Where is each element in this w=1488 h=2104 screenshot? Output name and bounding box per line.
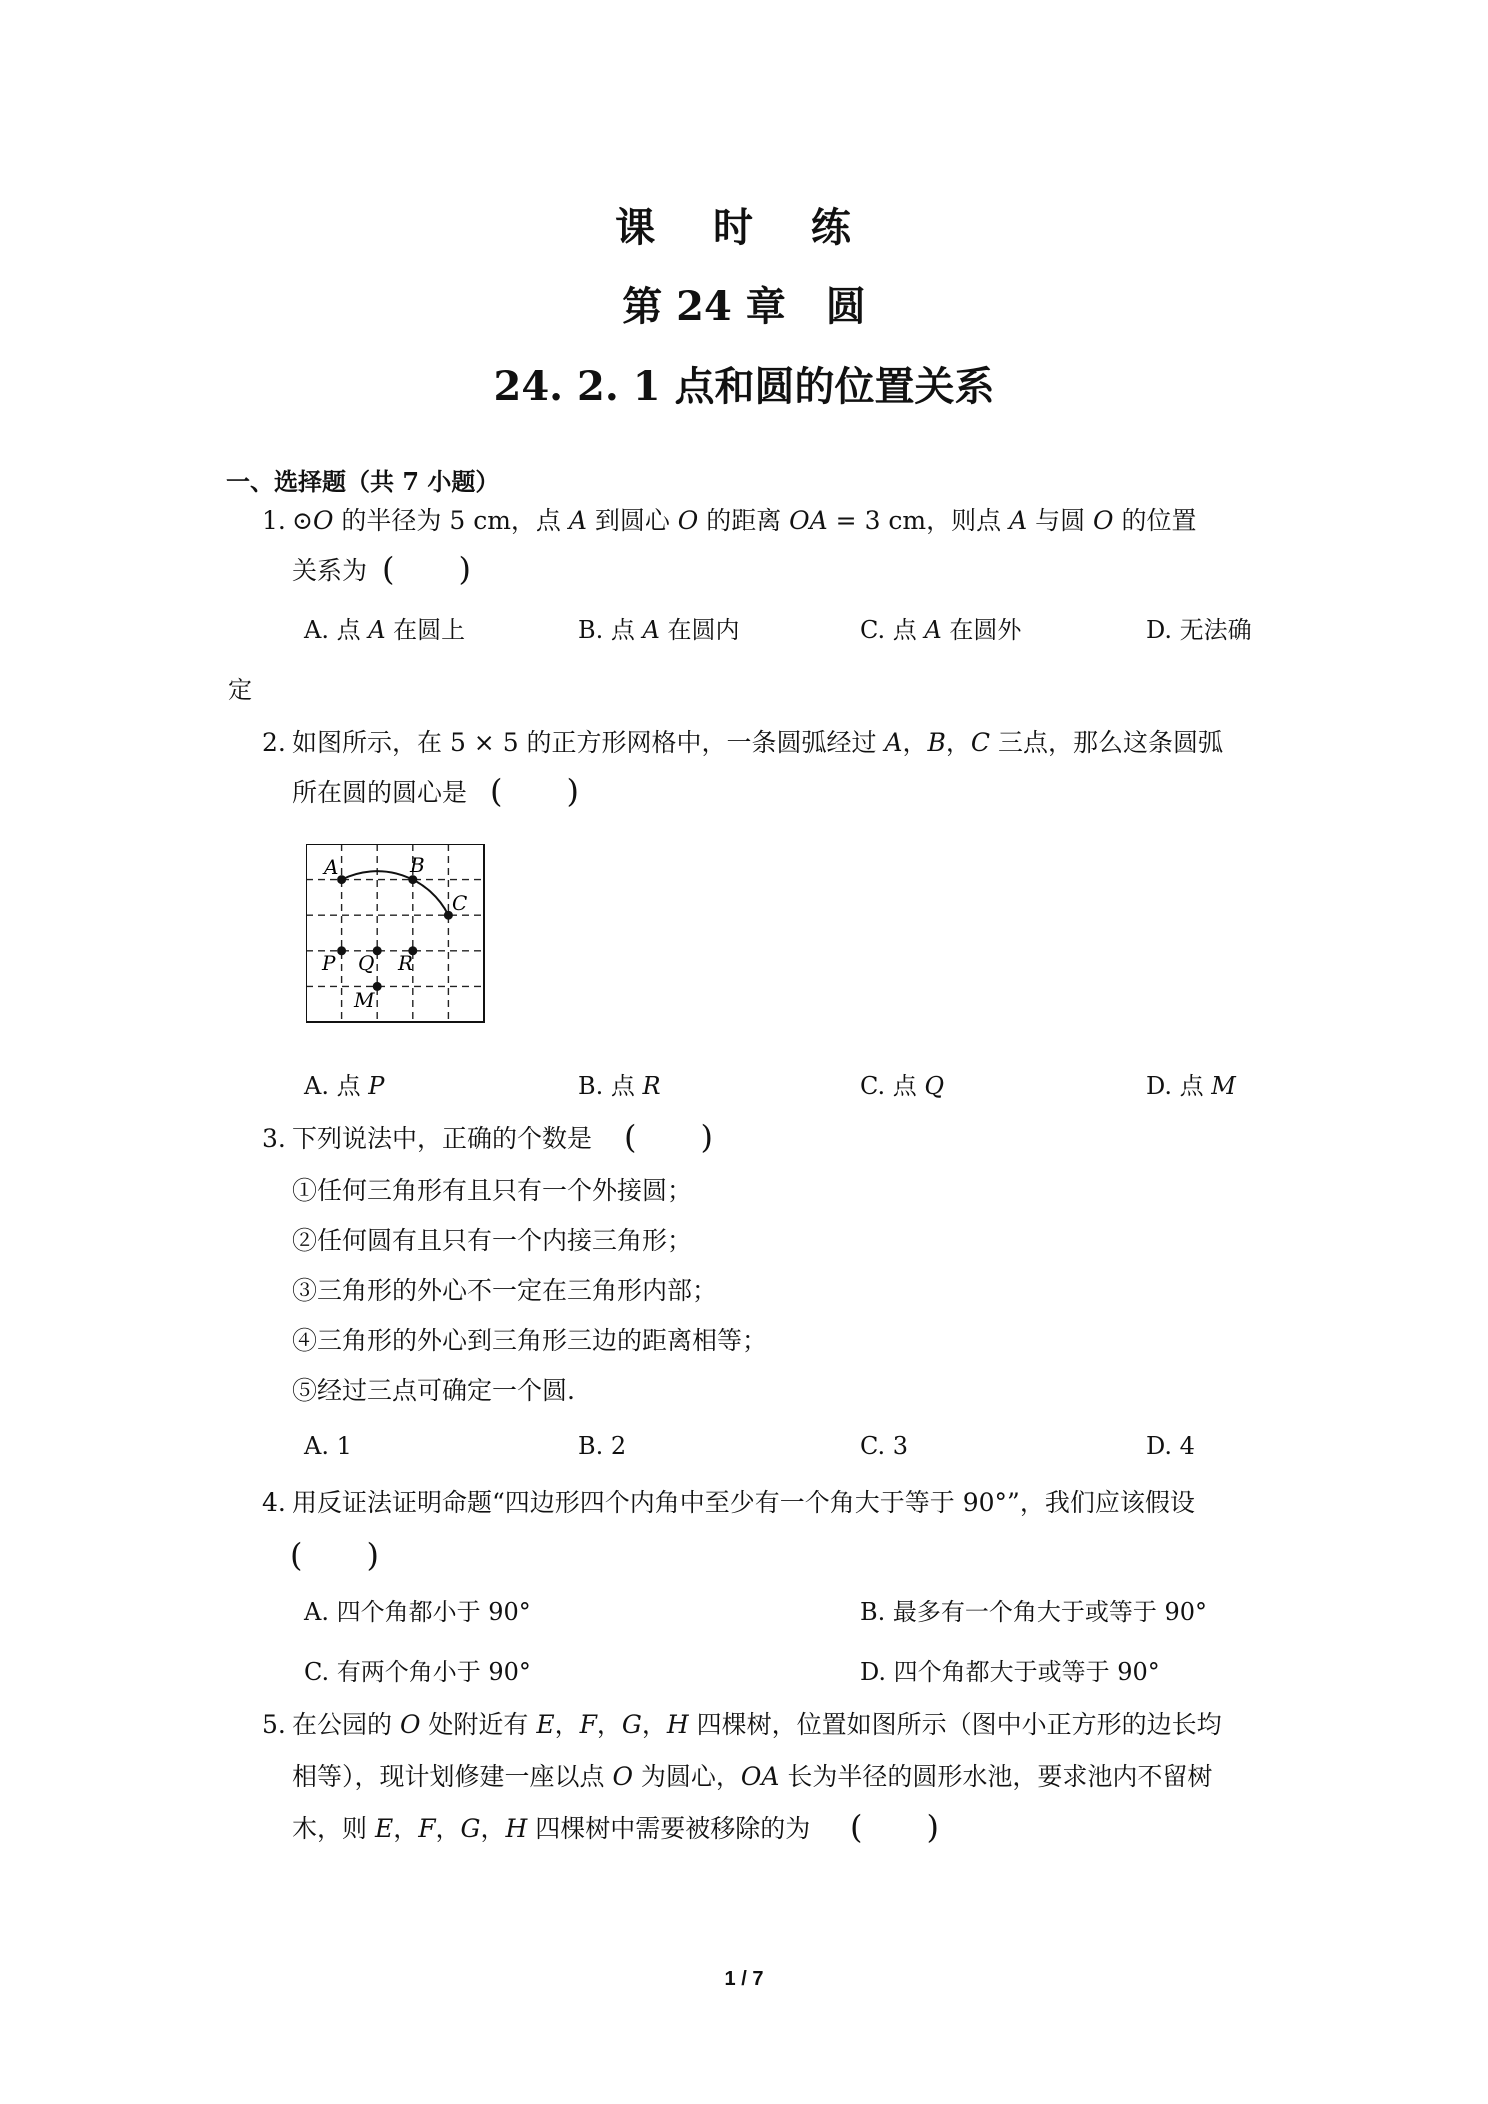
question-1-paren: ( ) [382,550,471,588]
label-a: A [324,855,339,879]
question-1-option-d-wrap: 定 [228,676,252,704]
question-4-paren: ( ) [290,1536,379,1574]
label-b: B [410,853,425,877]
label-c: C [452,891,468,915]
question-5-line3: 木，则 𝐸，𝐹，𝐺，𝐻 四棵树中需要被移除的为 [292,1814,811,1843]
question-2-number: 2. [262,728,286,757]
question-1-line2: 关系为 [292,556,368,585]
question-4-option-b: B. 最多有一个角大于或等于 90° [860,1598,1208,1626]
question-4-option-c: C. 有两个角小于 90° [304,1658,531,1686]
question-5-line1: 在公园的 𝑂 处附近有 𝐸，𝐹，𝐺，𝐻 四棵树，位置如图所示（图中小正方形的边长均 [292,1710,1222,1739]
question-4-number: 4. [262,1488,286,1517]
label-p: P [322,951,336,975]
question-3-statement-4: ④三角形的外心到三角形三边的距离相等； [292,1326,768,1355]
question-2-line2: 所在圆的圆心是 [292,778,468,807]
question-2-option-b: B. 点 𝑅 [578,1072,661,1100]
page-title: 课 时 练 [615,204,873,251]
question-5-paren: ( ) [850,1808,939,1846]
question-2-line1: 如图所示，在 5 × 5 的正方形网格中，一条圆弧经过 𝐴，𝐵，𝐶 三点，那么这条圆弧 [292,728,1223,757]
question-3-statement-2: ②任何圆有且只有一个内接三角形； [292,1226,693,1255]
question-3-statement-1: ①任何三角形有且只有一个外接圆； [292,1176,693,1205]
grid-arc-figure [306,844,496,1034]
question-2-option-a: A. 点 𝑃 [304,1072,385,1100]
question-3-option-d: D. 4 [1146,1432,1195,1460]
question-3-number: 3. [262,1124,286,1153]
question-1-line1: ⊙𝑂 的半径为 5 cm，点 𝐴 到圆心 𝑂 的距离 𝑂𝐴 = 3 cm，则点 𝐴 与圆 𝑂 的位置 [292,506,1197,535]
question-5-line2: 相等），现计划修建一座以点 𝑂 为圆心，𝑂𝐴 长为半径的圆形水池，要求池内不留树 [292,1762,1213,1791]
question-3-line1: 下列说法中，正确的个数是 [292,1124,593,1153]
page-number: 1 / 7 [724,1968,764,1990]
question-4-option-a: A. 四个角都小于 90° [304,1598,531,1626]
question-3-statement-5: ⑤经过三点可确定一个圆. [292,1376,575,1405]
question-3-option-b: B. 2 [578,1432,627,1460]
question-3-option-a: A. 1 [304,1432,352,1460]
label-q: Q [358,951,375,975]
question-2-option-c: C. 点 𝑄 [860,1072,945,1100]
section-heading: 一、选择题（共 7 小题） [226,467,500,496]
question-5-number: 5. [262,1710,286,1739]
section-title: 24. 2. 1 点和圆的位置关系 [493,363,995,410]
question-1-number: 1. [262,506,286,535]
question-3-option-c: C. 3 [860,1432,909,1460]
label-m: M [354,988,375,1012]
question-1-option-c: C. 点 𝐴 在圆外 [860,616,1022,644]
question-1-option-b: B. 点 𝐴 在圆内 [578,616,740,644]
question-4-option-d: D. 四个角都大于或等于 90° [860,1658,1160,1686]
question-4-line1: 用反证法证明命题“四边形四个内角中至少有一个角大于等于 90°”，我们应该假设 [292,1488,1195,1517]
question-3-paren: ( ) [624,1118,713,1156]
arc-abc [342,871,449,915]
chapter-title: 第 24 章 圆 [622,283,866,330]
question-2-paren: ( ) [490,772,579,810]
question-1-option-a: A. 点 𝐴 在圆上 [304,616,466,644]
question-2-option-d: D. 点 𝑀 [1146,1072,1236,1100]
label-r: R [398,951,414,975]
question-3-statement-3: ③三角形的外心不一定在三角形内部； [292,1276,718,1305]
point-p [337,946,346,955]
question-1-option-d: D. 无法确 [1146,616,1252,644]
